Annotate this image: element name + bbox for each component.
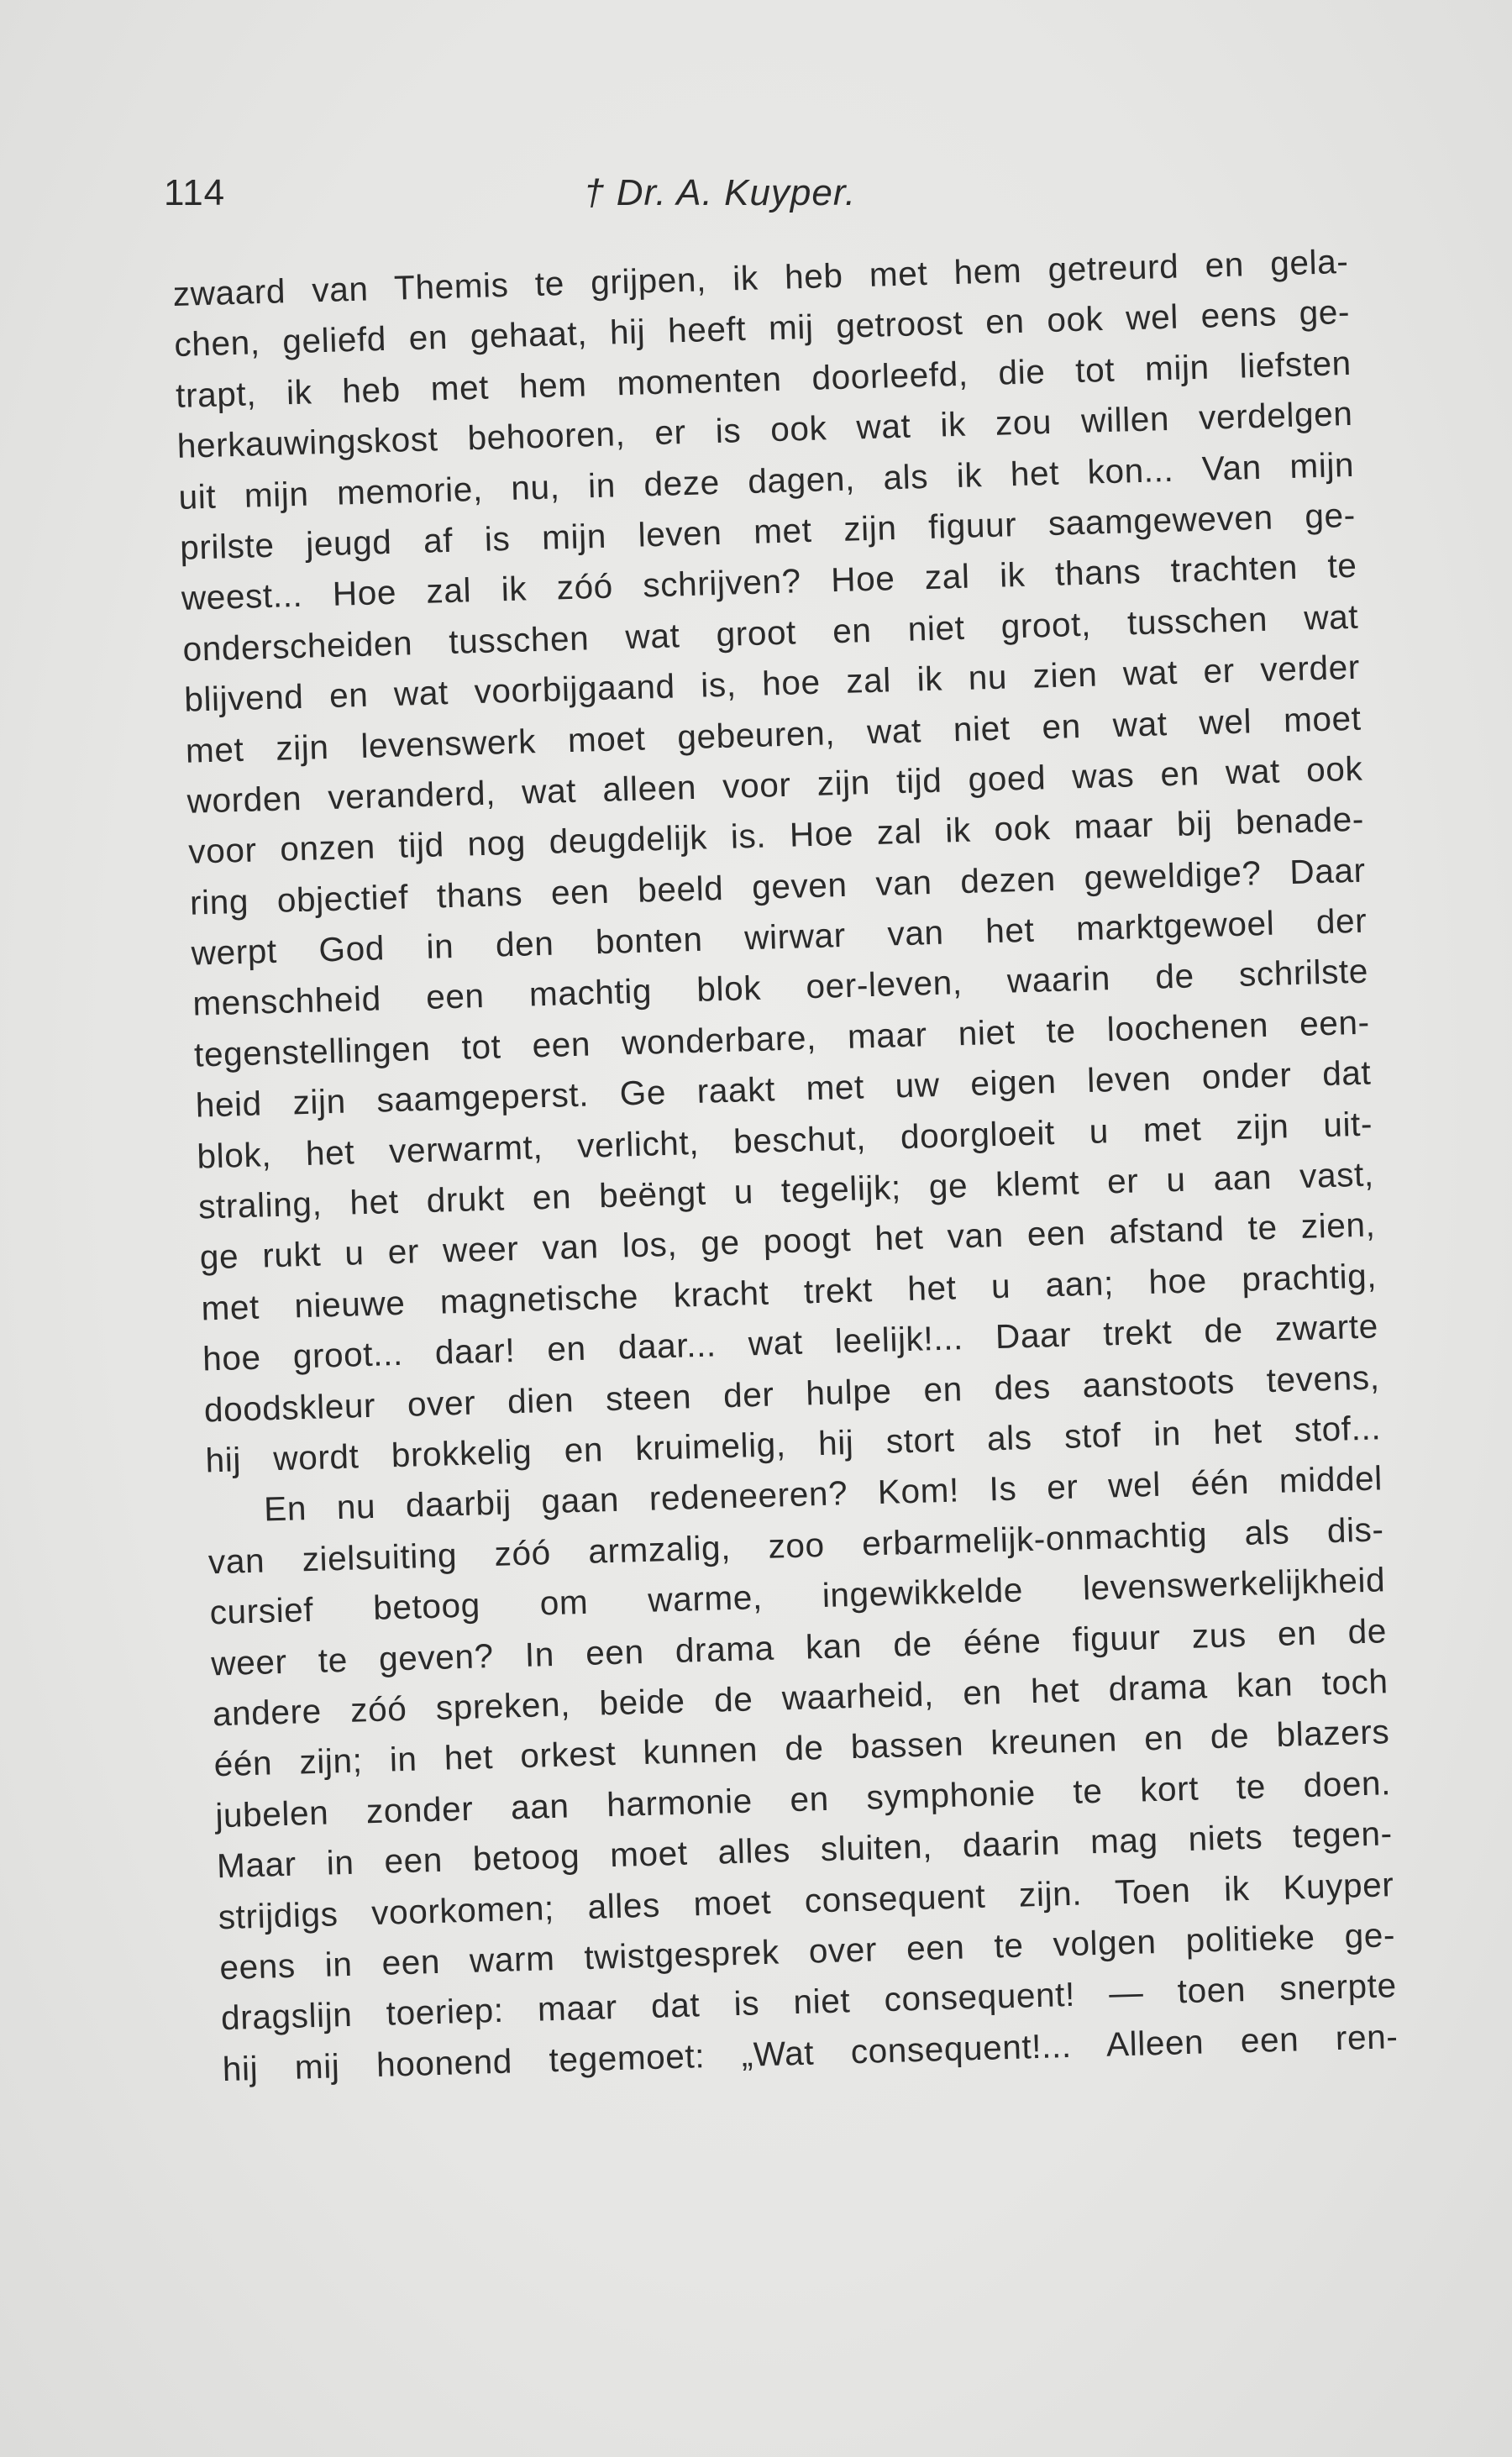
text-line: uit mijn memorie, nu, in deze dagen, als ik het kon... Van mijn bbox=[177, 444, 1355, 517]
text-line: strijdigs voorkomen; alles moet consequent zijn. Toen ik Kuyper bbox=[218, 1864, 1394, 1936]
text-line: met nieuwe magnetische kracht trekt het u aan; hoe prachtig, bbox=[200, 1256, 1378, 1328]
page-number: 114 bbox=[164, 172, 226, 213]
text-line: menschheid een machtig blok oer-leven, waarin de schrilste bbox=[192, 952, 1369, 1024]
text-line: voor onzen tijd nog deugdelijk is. Hoe zal ik ook maar bij benade- bbox=[187, 799, 1365, 872]
text-line: werpt God in den bonten wirwar van het marktgewoel der bbox=[191, 900, 1368, 973]
text-line: worden veranderd, wat alleen voor zijn tijd goed was en wat ook bbox=[186, 748, 1363, 821]
text-line: prilste jeugd af is mijn leven met zijn figuur saamgeweven ge- bbox=[179, 495, 1357, 567]
text-line: cursief betoog om warme, ingewikkelde levenswerkelijkheid bbox=[209, 1560, 1386, 1632]
page-header bbox=[164, 172, 1357, 231]
running-head: † Dr. A. Kuyper. bbox=[584, 172, 857, 213]
text-line: hij mij hoonend tegemoet: „Wat consequent!... Alleen een ren- bbox=[222, 2016, 1399, 2088]
text-line: zwaard van Themis te grijpen, ik heb met hem getreurd en gela- bbox=[172, 241, 1349, 313]
text-line: straling, het drukt en beëngt u tegelijk; ge klemt er u aan vast, bbox=[197, 1154, 1375, 1226]
text-line: één zijn; in het orkest kunnen de bassen kreunen en de blazers bbox=[213, 1712, 1390, 1784]
text-line: blok, het verwarmt, verlicht, beschut, doorgloeit u met zijn uit- bbox=[196, 1104, 1373, 1176]
text-line: heid zijn saamgeperst. Ge raakt met uw eigen leven onder dat bbox=[195, 1053, 1372, 1125]
paragraph-first-line: En nu daarbij gaan redeneeren? Kom! Is er wel één middel bbox=[263, 1458, 1383, 1529]
text-line: ring objectief thans een beeld geven van dezen geweldige? Daar bbox=[189, 850, 1367, 922]
text-line: trapt, ik heb met hem momenten doorleefd, die tot mijn liefsten bbox=[175, 343, 1352, 415]
body-text bbox=[172, 236, 1399, 2094]
text-line: met zijn levenswerk moet gebeuren, wat niet en wat wel moet bbox=[185, 698, 1362, 770]
text-line: andere zóó spreken, beide de waarheid, en het drama kan toch bbox=[212, 1662, 1389, 1734]
text-line: dragslijn toeriep: maar dat is niet consequent! — toen snerpte bbox=[220, 1966, 1398, 2038]
text-line: blijvend en wat voorbijgaand is, hoe zal ik nu zien wat er verder bbox=[183, 647, 1361, 719]
text-line: Maar in een betoog moet alles sluiten, daarin mag niets tegen- bbox=[216, 1814, 1394, 1886]
text-line: hoe groot... daar! en daar... wat leelijk!... Daar trekt de zwarte bbox=[202, 1306, 1379, 1378]
text-line: chen, geliefd en gehaat, hij heeft mij getroost en ook wel eens ge- bbox=[173, 292, 1351, 365]
text-line: tegenstellingen tot een wonderbare, maar niet te loochenen een- bbox=[193, 1002, 1371, 1074]
text-line: ge rukt u er weer van los, ge poogt het van een afstand te zien, bbox=[199, 1205, 1376, 1277]
text-line: eens in een warm twistgesprek over een te volgen politieke ge- bbox=[218, 1915, 1396, 1987]
text-line: hij wordt brokkelig en kruimelig, hij stort als stof in het stof... bbox=[204, 1408, 1382, 1480]
text-line: herkauwingskost behooren, er is ook wat ik zou willen verdelgen bbox=[176, 394, 1353, 466]
text-line: van zielsuiting zóó armzalig, zoo erbarmelijk-onmachtig als dis- bbox=[207, 1509, 1385, 1582]
text-line: weest... Hoe zal ik zóó schrijven? Hoe zal ik thans trachten te bbox=[181, 546, 1358, 618]
text-line: doodskleur over dien steen der hulpe en des aanstoots tevens, bbox=[203, 1357, 1381, 1430]
text-line: jubelen zonder aan harmonie en symphonie te kort te doen. bbox=[214, 1762, 1392, 1835]
text-line: weer te geven? In een drama kan de ééne figuur zus en de bbox=[210, 1610, 1388, 1683]
text-line: onderscheiden tusschen wat groot en niet groot, tusschen wat bbox=[181, 596, 1359, 669]
